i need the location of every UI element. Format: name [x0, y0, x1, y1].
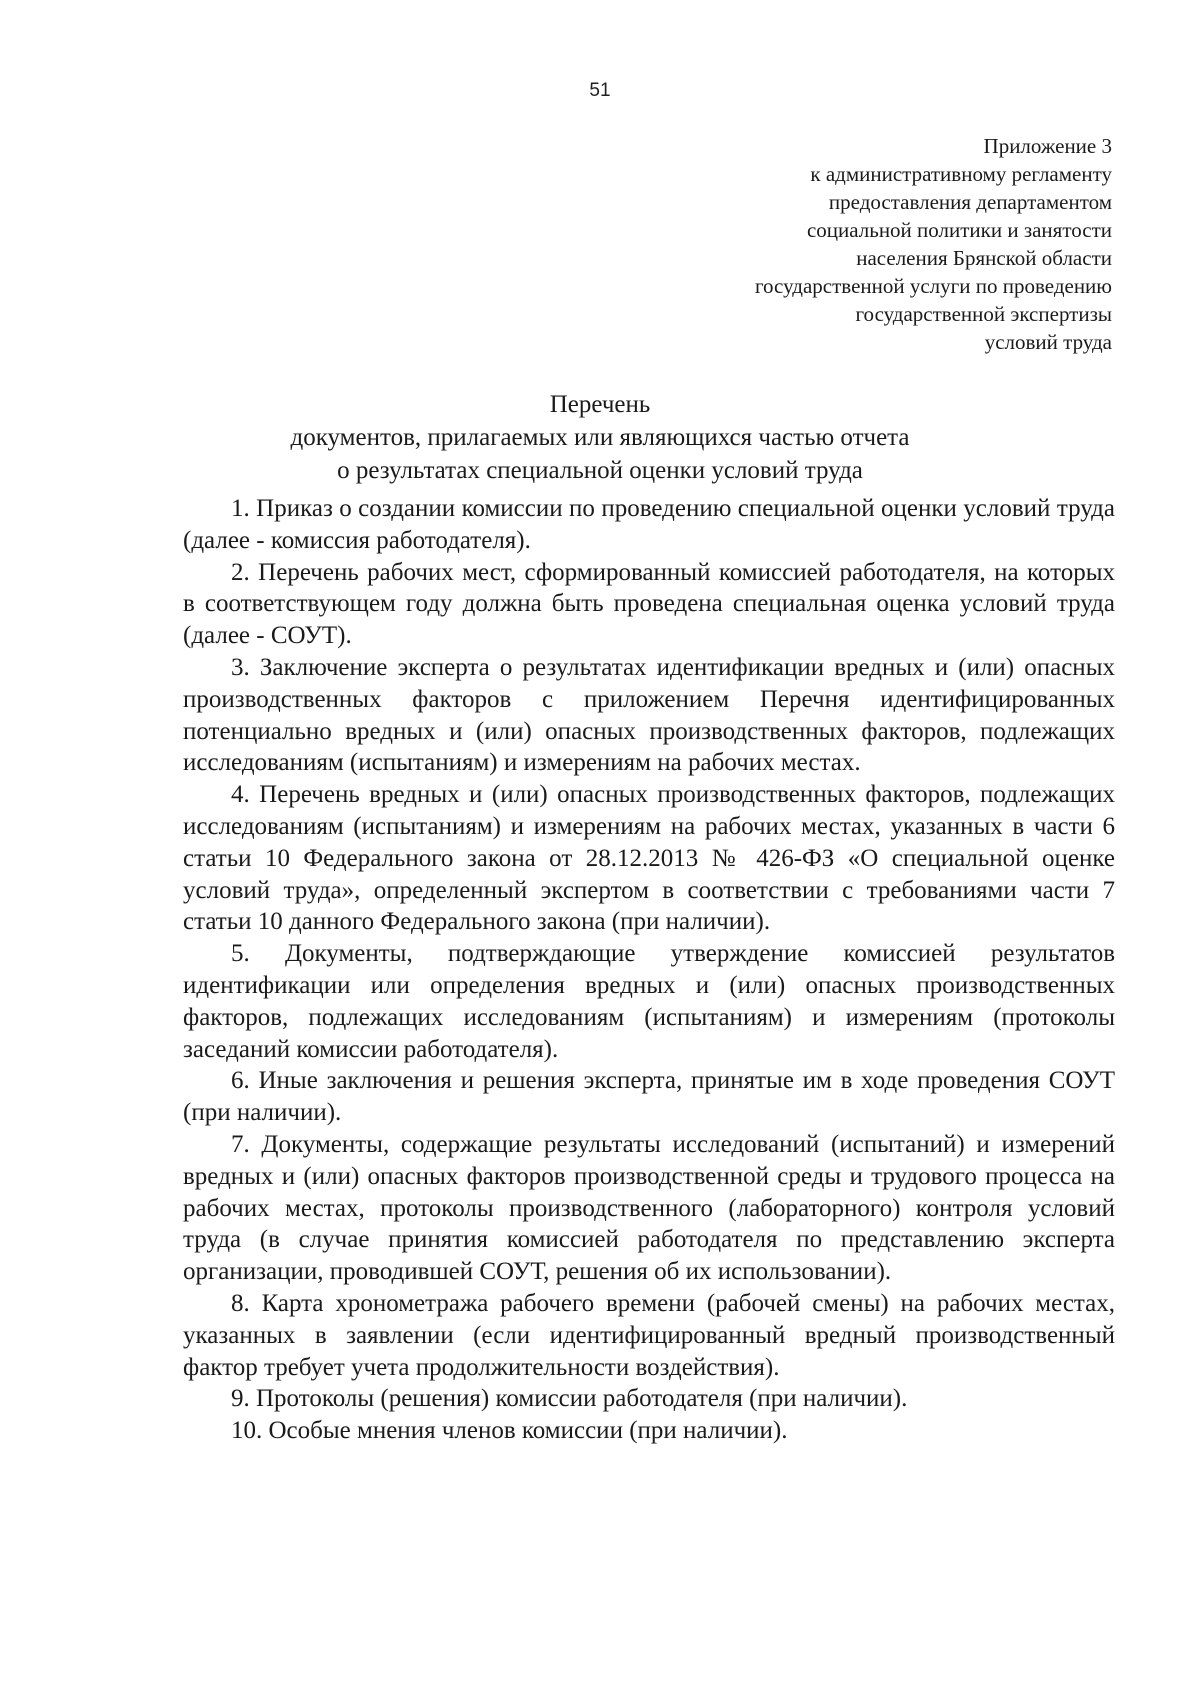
title-line: о результатах специальной оценки условий труда [337, 457, 863, 484]
appendix-header [652, 132, 1112, 356]
document-list [183, 493, 1115, 1447]
appendix-line: Приложение 3 [983, 134, 1112, 158]
list-item: 10. Особые мнения членов комиссии (при наличии). [231, 1417, 788, 1445]
title-heading: Перечень [549, 391, 651, 418]
page-number: 51 [589, 80, 611, 101]
document-title [0, 388, 1200, 487]
list-item: 7. Документы, содержащие результаты исследований (испытаний) и измерений вредных и (или) опасных факторов производственной среды и трудового процесса на рабочих местах, протоколы производственного (лабораторного) контроля условий труда (в случае принятия комиссией работодателя по представлению эксперта организации, проводившей СОУТ, решения об их использовании). [183, 1130, 1115, 1286]
appendix-line: государственной экспертизы [855, 302, 1112, 326]
list-item: 5. Документы, подтверждающие утверждение комиссией результатов идентификации или определения вредных и (или) опасных производственных факторов, подлежащих исследованиям (испытаниям) и измерениям (протоколы заседаний комиссии работодателя). [183, 940, 1115, 1063]
appendix-line: социальной политики и занятости [806, 218, 1112, 242]
list-item: 9. Протоколы (решения) комиссии работодателя (при наличии). [231, 1385, 908, 1413]
list-item: 6. Иные заключения и решения эксперта, принятые им в ходе проведения СОУТ (при наличии). [183, 1067, 1115, 1127]
list-item: 1. Приказ о создании комиссии по проведению специальной оценки условий труда (далее - комиссия работодателя). [183, 495, 1115, 554]
list-item: 3. Заключение эксперта о результатах идентификации вредных и (или) опасных производственных факторов с приложением Перечня идентифицированных потенциально вредных и (или) опасных производственных факторов, подлежащих исследованиям (испытаниям) и измерениям на рабочих местах. [183, 653, 1115, 777]
appendix-line: населения Брянской области [856, 246, 1112, 270]
list-item: 4. Перечень вредных и (или) опасных производственных факторов, подлежащих исследованиям (испытаниям) и измерениям на рабочих местах, указанных в части 6 статьи 10 Федерального закона от 28.12.2013 № 426-ФЗ «О специальной оценке условий труда», определенный экспертом в соответствии с требованиями части 7 статьи 10 данного Федерального закона (при наличии). [183, 781, 1115, 936]
list-item: 2. Перечень рабочих мест, сформированный комиссией работодателя, на которых в соответствующем году должна быть проведена специальная оценка условий труда (далее - СОУТ). [183, 558, 1115, 650]
appendix-line: условий труда [984, 330, 1112, 354]
appendix-line: к административному регламенту [810, 162, 1112, 186]
appendix-line: государственной услуги по проведению [754, 274, 1112, 298]
list-item: 8. Карта хронометража рабочего времени (рабочей смены) на рабочих местах, указанных в заявлении (если идентифицированный вредный производственный фактор требует учета продолжительности воздействия). [183, 1289, 1115, 1381]
appendix-line: предоставления департаментом [828, 190, 1112, 214]
title-line: документов, прилагаемых или являющихся частью отчета [290, 424, 910, 451]
